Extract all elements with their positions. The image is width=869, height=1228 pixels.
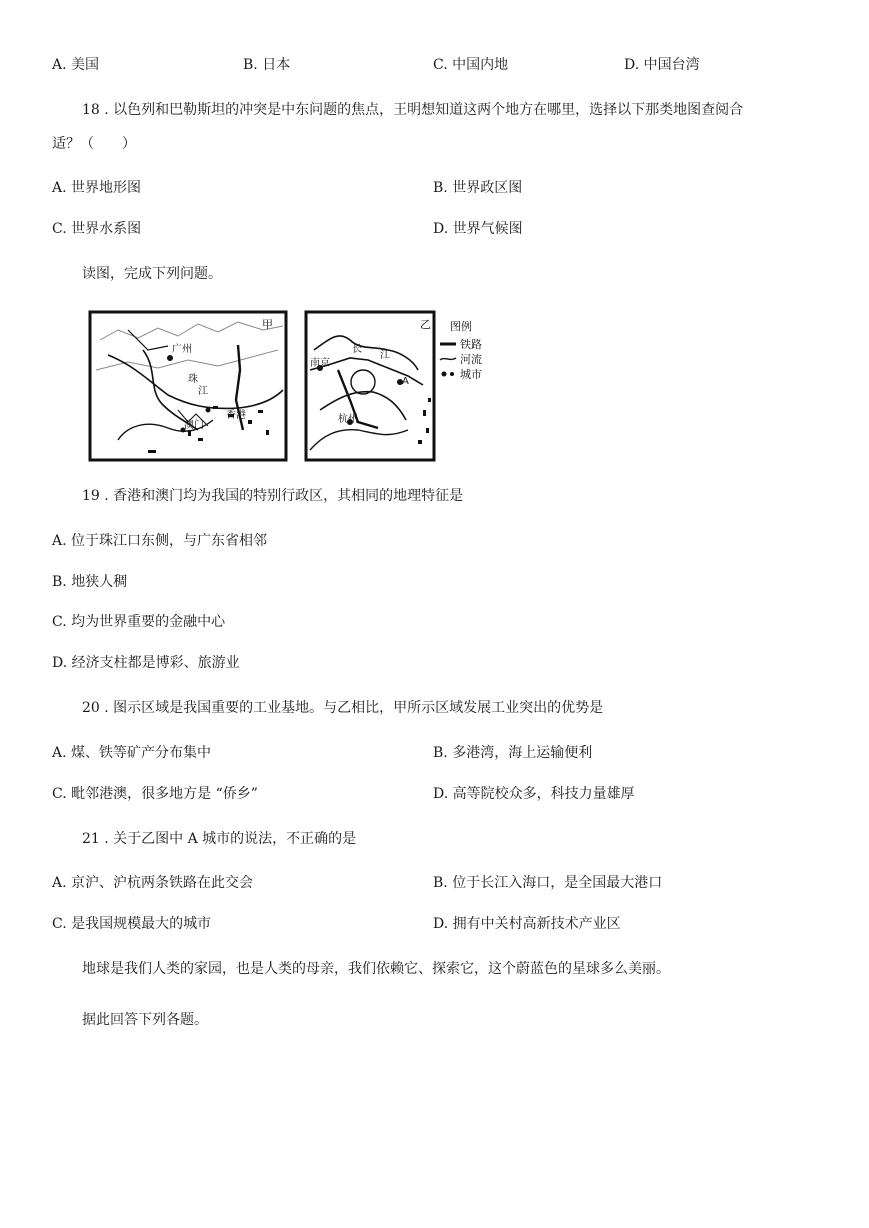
q21-option-d: D. 拥有中关村高新技术产业区 bbox=[433, 916, 621, 932]
q19-option-b: B. 地狭人稠 bbox=[52, 574, 128, 590]
map-yi-frame bbox=[306, 312, 434, 460]
place-hangzhou: 杭州 bbox=[338, 414, 358, 425]
place-zhu: 珠 bbox=[188, 374, 198, 385]
legend-title: 图例 bbox=[450, 320, 472, 333]
q21-option-c: C. 是我国规模最大的城市 bbox=[52, 916, 212, 932]
q19-stem: 19 . 香港和澳门均为我国的特别行政区，其相同的地理特征是 bbox=[82, 488, 464, 504]
place-jiang-yi: 江 bbox=[380, 350, 390, 361]
q20-option-d: D. 高等院校众多，科技力量雄厚 bbox=[433, 786, 635, 802]
passage-text: 地球是我们人类的家园，也是人类的母亲，我们依赖它、探索它，这个蔚蓝色的星球多么美丽。 bbox=[82, 961, 670, 977]
q18-option-d: D. 世界气候图 bbox=[433, 221, 523, 237]
place-macau: 澳门 bbox=[184, 420, 204, 431]
q18-option-c: C. 世界水系图 bbox=[52, 221, 142, 237]
q17-option-b: B. 日本 bbox=[243, 57, 291, 73]
map-figure bbox=[88, 310, 503, 462]
q17-option-c: C. 中国内地 bbox=[433, 57, 509, 73]
q19-option-c: C. 均为世界重要的金融中心 bbox=[52, 614, 226, 630]
regional-maps bbox=[88, 310, 503, 462]
map-legend bbox=[440, 319, 482, 381]
q20-option-c: C. 毗邻港澳，很多地方是 “侨乡” bbox=[52, 786, 258, 802]
q18-option-a: A. 世界地形图 bbox=[52, 180, 142, 196]
q18-option-b: B. 世界政区图 bbox=[433, 180, 523, 196]
q20-option-a: A. 煤、铁等矿产分布集中 bbox=[52, 745, 212, 761]
q17-option-a: A. 美国 bbox=[52, 57, 100, 73]
map-yi-label: 乙 bbox=[420, 318, 431, 331]
q20-option-b: B. 多港湾，海上运输便利 bbox=[433, 745, 593, 761]
legend-river: 河流 bbox=[460, 353, 482, 366]
place-nanjing: 南京 bbox=[310, 358, 330, 369]
q21-stem: 21 . 关于乙图中 A 城市的说法，不正确的是 bbox=[82, 831, 357, 847]
q20-stem: 20 . 图示区域是我国重要的工业基地。与乙相比，甲所示区域发展工业突出的优势是 bbox=[82, 700, 604, 716]
map-jia-label: 甲 bbox=[262, 318, 273, 331]
place-a-city: A bbox=[402, 376, 409, 387]
q21-option-a: A. 京沪、沪杭两条铁路在此交会 bbox=[52, 875, 254, 891]
legend-railway: 铁路 bbox=[460, 338, 482, 351]
q19-option-a: A. 位于珠江口东侧，与广东省相邻 bbox=[52, 533, 268, 549]
q19-option-d: D. 经济支柱都是博彩、旅游业 bbox=[52, 655, 240, 671]
legend-city: 城市 bbox=[460, 368, 482, 381]
q21-option-b: B. 位于长江入海口，是全国最大港口 bbox=[433, 875, 663, 891]
q18-stem-line1: 18 . 以色列和巴勒斯坦的冲突是中东问题的焦点，王明想知道这两个地方在哪里，选择以下那类地图查阅合 bbox=[82, 102, 744, 118]
q17-option-d: D. 中国台湾 bbox=[624, 57, 700, 73]
place-jiang: 江 bbox=[198, 386, 208, 397]
read-map-instruction: 读图，完成下列问题。 bbox=[82, 266, 222, 282]
answer-instruction: 据此回答下列各题。 bbox=[82, 1012, 208, 1028]
place-chang: 长 bbox=[352, 344, 362, 355]
place-hongkong: 香港 bbox=[226, 410, 246, 421]
place-guangzhou: 广州 bbox=[172, 344, 192, 355]
q18-stem-line2: 适？（ ） bbox=[52, 136, 136, 152]
